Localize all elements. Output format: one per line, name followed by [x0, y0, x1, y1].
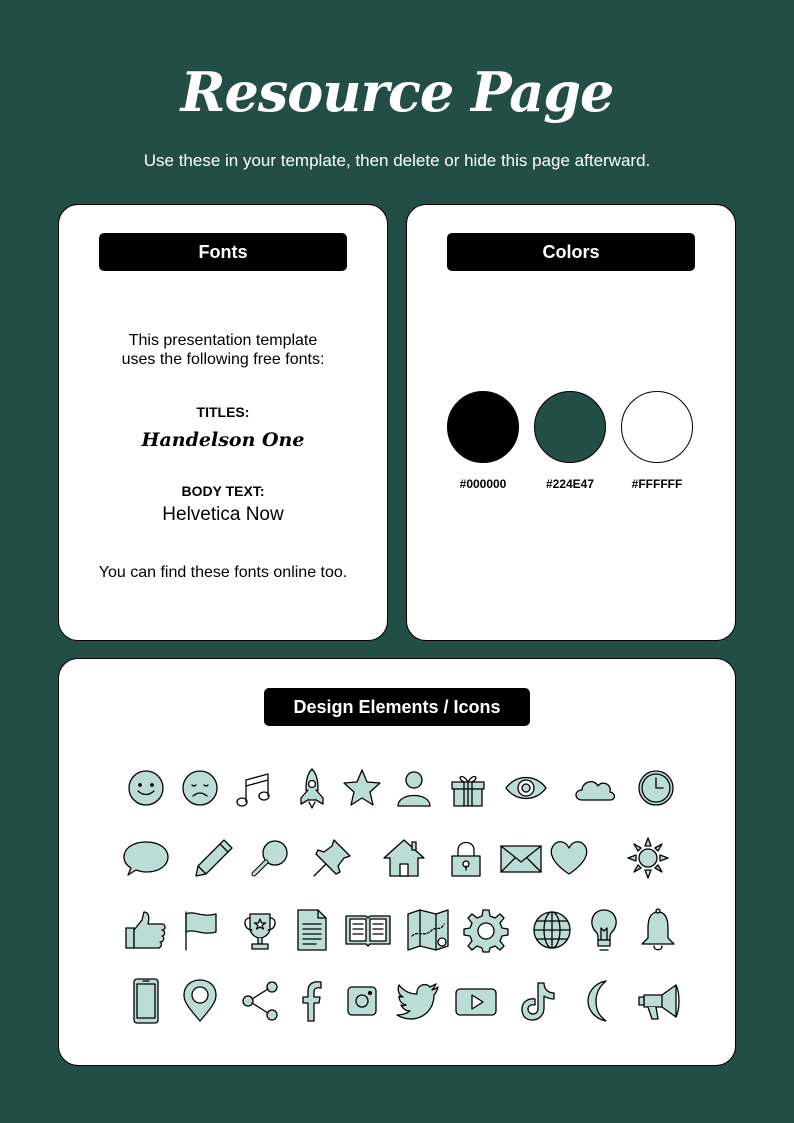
pencil-icon	[190, 834, 238, 882]
page-subtitle: Use these in your template, then delete or hide this page afterward.	[143, 151, 651, 170]
user-icon	[390, 764, 438, 812]
smartphone-icon	[122, 977, 170, 1025]
color-swatch-black	[447, 391, 519, 463]
fonts-intro	[59, 331, 387, 369]
speech-bubble-icon	[122, 834, 170, 882]
flag-icon	[176, 906, 224, 954]
bell-icon	[634, 906, 682, 954]
star-icon	[338, 764, 386, 812]
open-book-icon	[344, 906, 392, 954]
design-heading: Design Elements / Icons	[264, 688, 530, 726]
youtube-icon	[452, 977, 500, 1025]
pushpin-icon	[308, 834, 356, 882]
colors-card	[406, 204, 736, 641]
color-swatch-green	[534, 391, 606, 463]
heart-icon	[545, 834, 593, 882]
magnifier-icon	[246, 834, 294, 882]
share-icon	[236, 977, 284, 1025]
lightbulb-icon	[580, 906, 628, 954]
tiktok-icon	[516, 977, 564, 1025]
color-hex-green: #224E47	[545, 477, 595, 491]
color-swatch-white	[621, 391, 693, 463]
cloud-icon	[570, 764, 618, 812]
fonts-intro-line2: uses the following free fonts:	[121, 351, 325, 368]
twitter-icon	[394, 977, 442, 1025]
moon-icon	[576, 977, 624, 1025]
eye-icon	[502, 764, 550, 812]
location-pin-icon	[176, 977, 224, 1025]
clock-icon	[632, 764, 680, 812]
gear-icon	[462, 906, 510, 954]
rocket-icon	[288, 764, 336, 812]
body-text-label: BODY TEXT:	[181, 483, 265, 499]
music-note-icon	[232, 764, 280, 812]
titles-font-name: Handelson One	[141, 429, 305, 451]
fonts-card	[58, 204, 388, 641]
megaphone-icon	[634, 977, 682, 1025]
map-icon	[404, 906, 452, 954]
sun-icon	[624, 834, 672, 882]
lock-icon	[442, 834, 490, 882]
color-hex-black: #000000	[459, 477, 507, 491]
home-icon	[380, 834, 428, 882]
instagram-icon	[338, 977, 386, 1025]
body-font-name: Helvetica Now	[162, 504, 284, 525]
globe-icon	[528, 906, 576, 954]
fonts-intro-line1: This presentation template	[128, 332, 318, 349]
envelope-icon	[497, 834, 545, 882]
page-title: Resource Page	[180, 60, 614, 124]
smile-icon	[122, 764, 170, 812]
thumbs-up-icon	[122, 906, 170, 954]
colors-heading: Colors	[447, 233, 695, 271]
gift-icon	[444, 764, 492, 812]
document-icon	[288, 906, 336, 954]
fonts-footer-note: You can find these fonts online too.	[98, 564, 348, 581]
color-hex-white: #FFFFFF	[631, 477, 683, 491]
design-elements-card	[58, 658, 736, 1066]
trophy-icon	[236, 906, 284, 954]
facebook-icon	[288, 977, 336, 1025]
fonts-heading: Fonts	[99, 233, 347, 271]
sad-icon	[176, 764, 224, 812]
titles-label: TITLES:	[196, 404, 250, 420]
